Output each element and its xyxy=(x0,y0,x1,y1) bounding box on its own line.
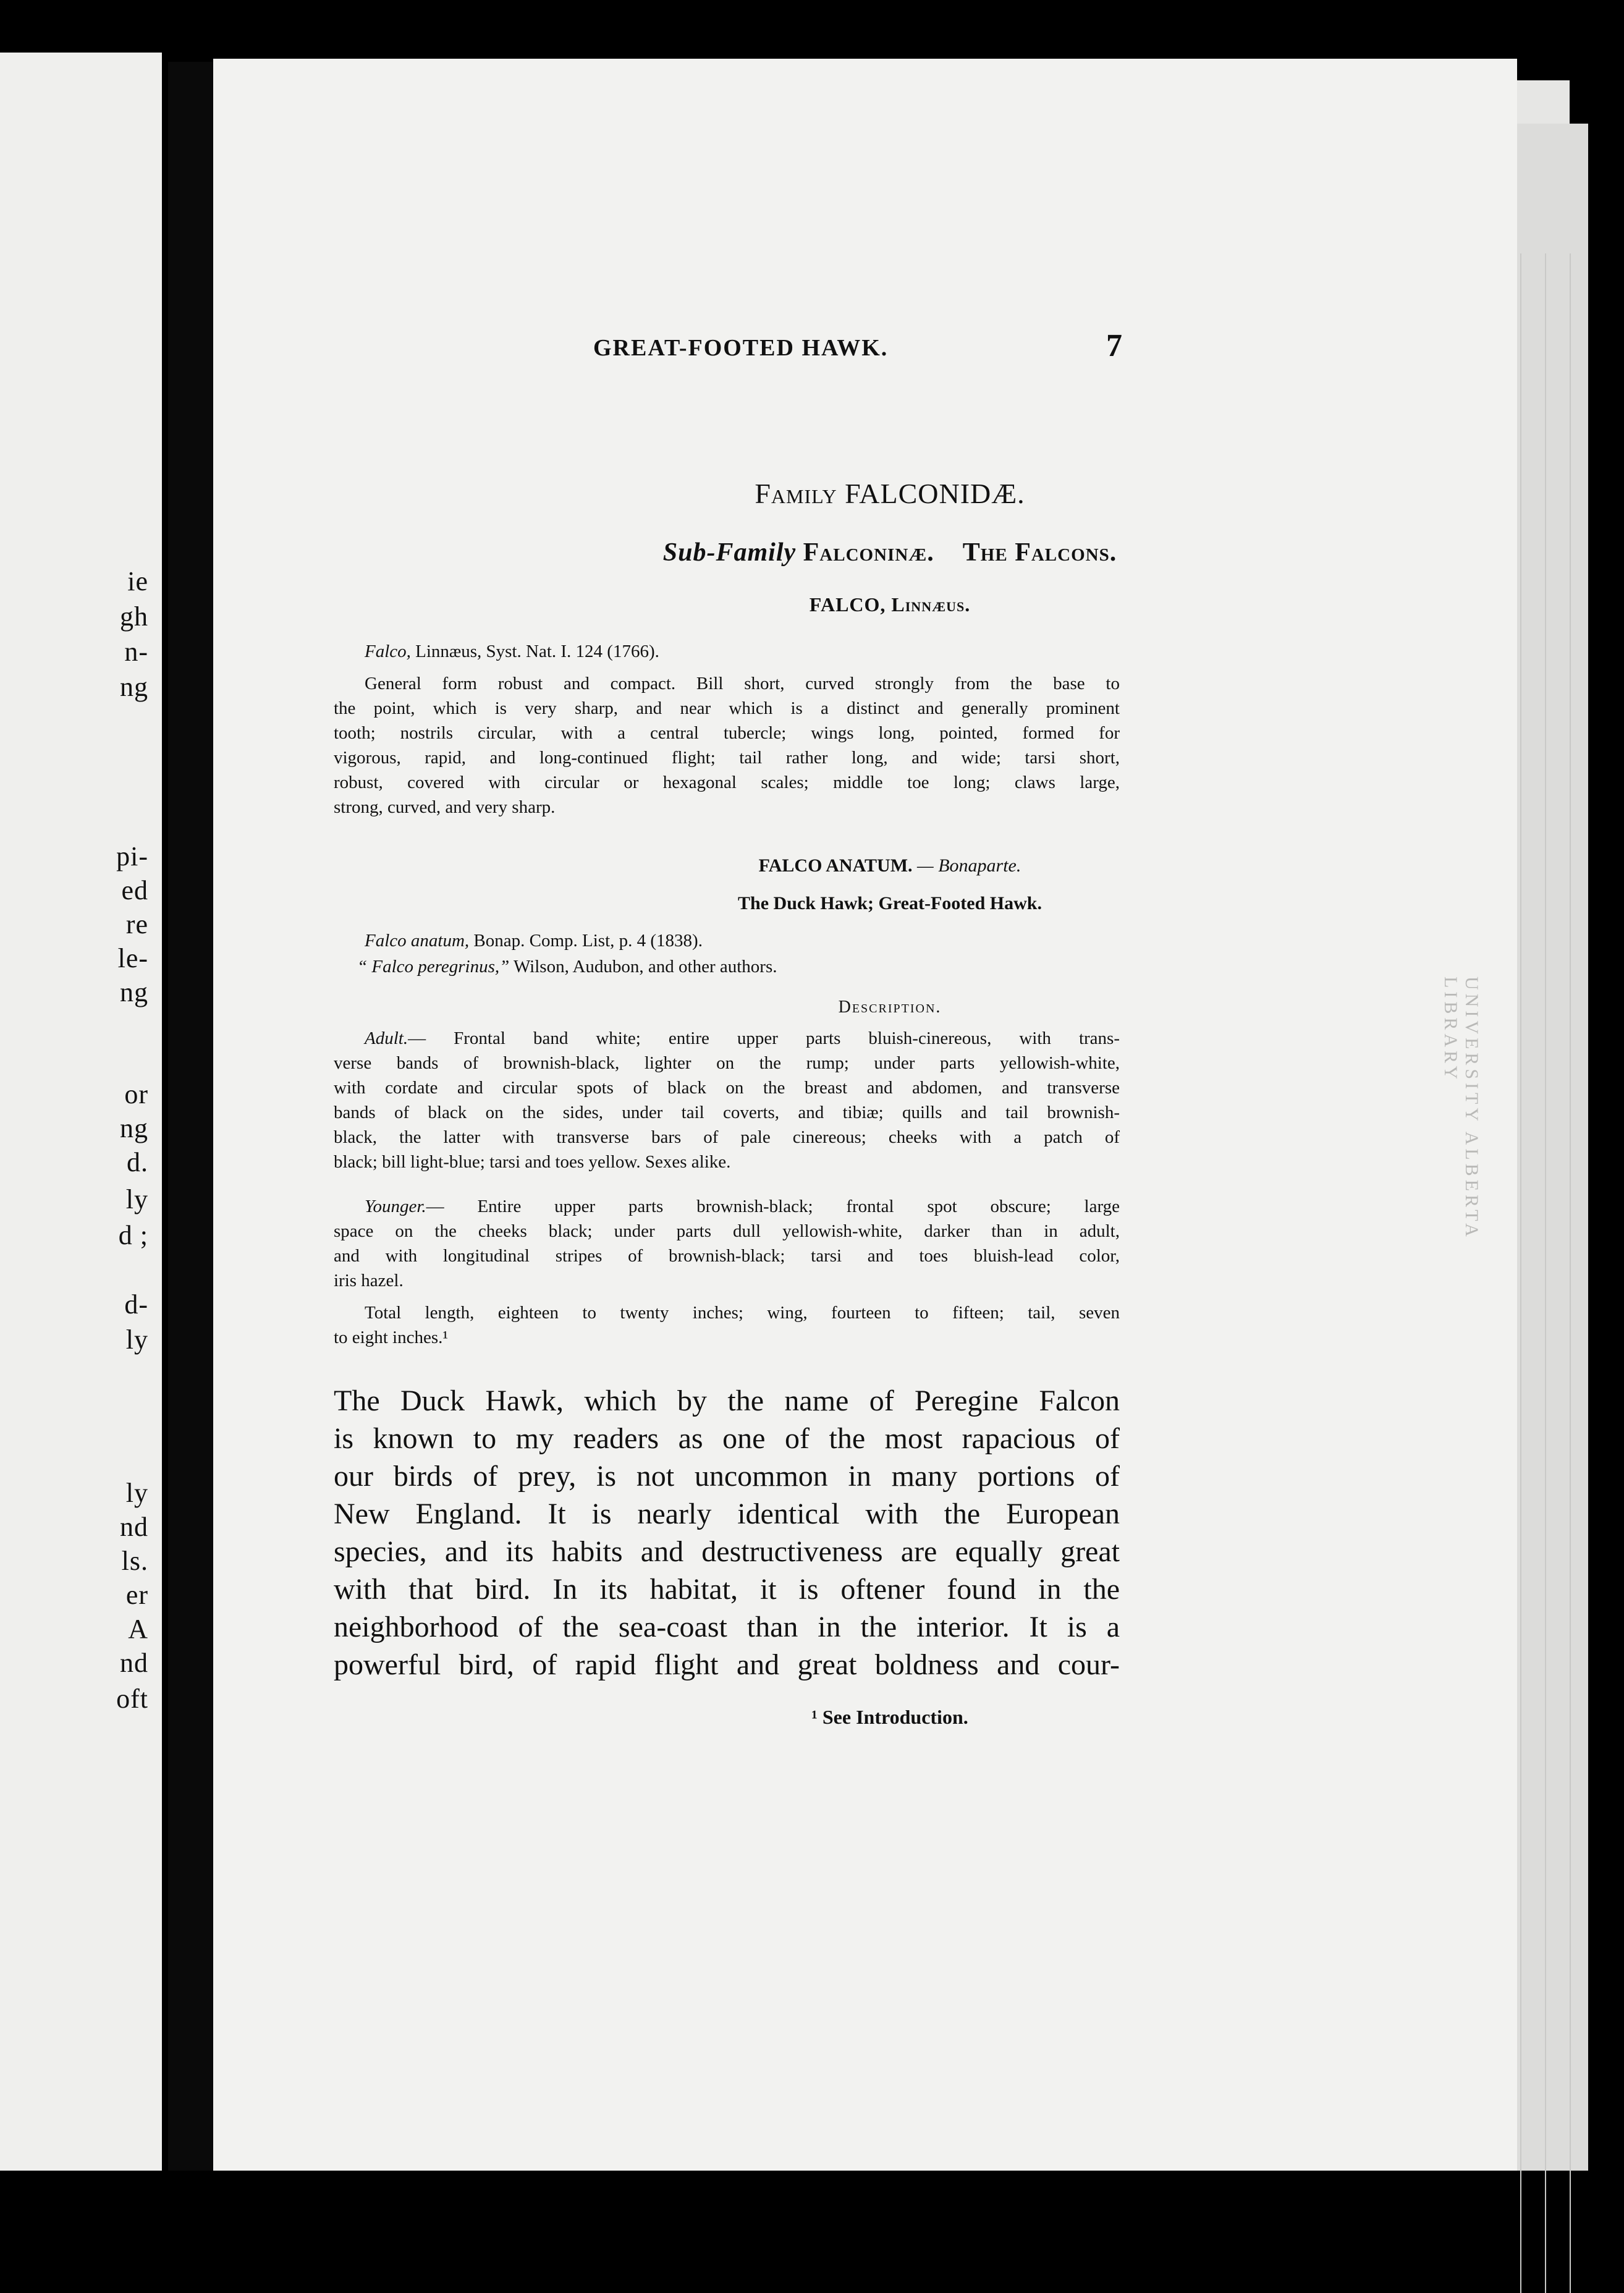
genus-authority: Linnæus. xyxy=(891,593,971,616)
left-fragment: or xyxy=(124,1079,148,1109)
left-fragment: ng xyxy=(120,672,148,702)
genus-desc-line: strong, curved, and very sharp. xyxy=(334,797,556,817)
subfamily-prefix: Sub-Family xyxy=(662,538,797,567)
left-fragment: nd xyxy=(120,1512,148,1542)
genus-citation xyxy=(365,642,659,662)
synonym-line xyxy=(365,931,703,951)
left-fragment: d ; xyxy=(118,1220,148,1250)
left-fragment: re xyxy=(125,909,148,939)
left-fragment: n- xyxy=(124,637,148,667)
left-fragment: ng xyxy=(120,1113,148,1143)
genus-desc-line: tooth; nostrils circular, with a central tubercle; wings long, pointed, formed for xyxy=(334,723,1120,743)
species-name: FALCO ANATUM. xyxy=(758,855,913,876)
left-fragment: ly xyxy=(125,1184,148,1214)
body-line: with that bird. In its habitat, it is oftener found in the xyxy=(334,1573,1120,1606)
page-number: 7 xyxy=(1106,328,1122,363)
species-common-names: The Duck Hawk; Great-Footed Hawk. xyxy=(738,893,1042,913)
adult-line: bands of black on the sides, under tail coverts, and tibiæ; quills and tail brownish- xyxy=(334,1103,1120,1122)
genus-description xyxy=(334,671,1120,820)
left-fragment: gh xyxy=(120,601,148,632)
younger-line: iris hazel. xyxy=(334,1271,404,1291)
body-line: New England. It is nearly identical with the European xyxy=(334,1498,1120,1530)
adult-line: verse bands of brownish-black, lighter on the rump; under parts yellowish-white, xyxy=(334,1053,1120,1073)
synonym-italic: “ Falco peregrinus,” xyxy=(357,957,510,977)
genus-name: FALCO, xyxy=(809,593,886,616)
body-line: The Duck Hawk, which by the name of Peregine Falcon xyxy=(334,1384,1120,1417)
family-heading xyxy=(334,477,1446,510)
body-paragraph xyxy=(334,1382,1120,1684)
synonym-line xyxy=(357,957,777,977)
genus-desc-line: vigorous, rapid, and long-continued flight; tail rather long, and wide; tarsi short, xyxy=(334,748,1120,768)
genus-desc-line: General form robust and compact. Bill short, curved strongly from the base to xyxy=(365,674,1120,693)
left-fragment: ng xyxy=(120,977,148,1007)
adult-line: — Frontal band white; entire upper parts bluish-cinereous, with trans- xyxy=(408,1028,1120,1048)
total-line: to eight inches.¹ xyxy=(334,1328,449,1347)
facing-page-left xyxy=(0,53,162,2171)
left-fragment: ie xyxy=(127,566,148,596)
family-name: FALCONIDÆ. xyxy=(845,478,1025,509)
younger-line: and with longitudinal stripes of brownish-black; tarsi and toes bluish-lead color, xyxy=(334,1246,1120,1266)
species-authority: — Bonaparte. xyxy=(917,855,1021,876)
running-title: GREAT-FOOTED HAWK. xyxy=(593,335,889,361)
adult-line-first xyxy=(334,1026,1120,1051)
description-adult xyxy=(334,1026,1120,1174)
younger-line: — Entire upper parts brownish-black; frontal spot obscure; large xyxy=(426,1197,1120,1216)
subfamily-common: The Falcons. xyxy=(962,538,1117,567)
edge-line xyxy=(1570,253,1571,2293)
body-line: our birds of prey, is not uncommon in many portions of xyxy=(334,1460,1120,1493)
total-line: Total length, eighteen to twenty inches; wing, fourteen to fifteen; tail, seven xyxy=(365,1303,1120,1323)
edge-line xyxy=(1520,253,1521,2293)
citation-rest: Linnæus, Syst. Nat. I. 124 (1766). xyxy=(415,642,659,661)
body-line: is known to my readers as one of the most rapacious of xyxy=(334,1422,1120,1455)
younger-label: Younger. xyxy=(365,1197,426,1216)
adult-line: with cordate and circular spots of black on the breast and abdomen, and transverse xyxy=(334,1078,1120,1098)
family-prefix: Family xyxy=(755,478,837,509)
left-fragment: er xyxy=(125,1580,148,1610)
adult-label: Adult. xyxy=(365,1028,408,1048)
gutter-shadow xyxy=(168,62,214,2171)
left-fragment: pi- xyxy=(116,841,148,871)
synonym-rest: Bonap. Comp. List, p. 4 (1838). xyxy=(469,931,703,951)
left-fragment: d. xyxy=(127,1147,148,1177)
description-younger xyxy=(334,1194,1120,1293)
body-line: neighborhood of the sea-coast than in the interior. It is a xyxy=(334,1611,1120,1643)
younger-line-first xyxy=(334,1194,1120,1219)
left-fragment: ly xyxy=(125,1478,148,1508)
genus-heading xyxy=(334,593,1446,616)
synonym-italic: Falco anatum, xyxy=(365,931,470,951)
left-fragment: ls. xyxy=(121,1546,148,1576)
left-fragment: nd xyxy=(120,1648,148,1678)
synonym-rest: Wilson, Audubon, and other authors. xyxy=(509,957,777,977)
subfamily-name: Falconinæ. xyxy=(803,538,934,567)
library-stamp: UNIVERSITY ALBERTA LIBRARY xyxy=(1440,977,1482,1240)
younger-line: space on the cheeks black; under parts dull yellowish-white, darker than in adult, xyxy=(334,1221,1120,1241)
adult-line: black, the latter with transverse bars of pale cinereous; cheeks with a patch of xyxy=(334,1127,1120,1147)
genus-desc-line: robust, covered with circular or hexagonal scales; middle toe long; claws large, xyxy=(334,773,1120,792)
description-heading: Description. xyxy=(838,998,942,1017)
body-line: powerful bird, of rapid flight and great boldness and cour- xyxy=(334,1648,1120,1681)
genus-desc-line: the point, which is very sharp, and near which is a distinct and generally prominent xyxy=(334,698,1120,718)
left-fragment: d- xyxy=(124,1289,148,1320)
adult-line: black; bill light-blue; tarsi and toes yellow. Sexes alike. xyxy=(334,1152,731,1172)
footnote: ¹ See Introduction. xyxy=(811,1706,968,1728)
left-fragment: oft xyxy=(116,1684,148,1714)
description-total xyxy=(334,1300,1120,1350)
left-fragment: ly xyxy=(125,1325,148,1355)
left-fragment: A xyxy=(128,1614,148,1644)
left-fragment: ed xyxy=(121,875,148,905)
edge-line xyxy=(1545,253,1546,2293)
subfamily-heading xyxy=(334,538,1446,567)
left-fragment: le- xyxy=(117,943,148,973)
page-edge-stack-inner xyxy=(1508,124,1588,2171)
species-heading xyxy=(334,855,1446,876)
citation-genus: Falco, xyxy=(365,642,411,661)
body-line: species, and its habits and destructiveness are equally great xyxy=(334,1535,1120,1568)
